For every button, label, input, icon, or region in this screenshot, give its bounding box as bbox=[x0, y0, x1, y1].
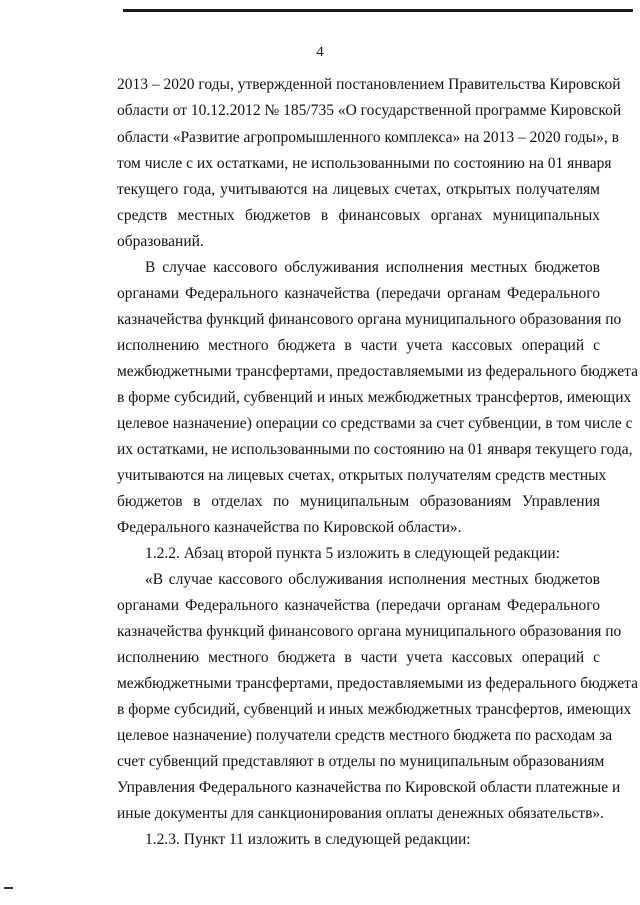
margin-mark bbox=[4, 887, 13, 889]
text-line: целевое назначение) получатели средств местного бюджета по расходам за bbox=[117, 727, 613, 744]
text-line: области от 10.12.2012 № 185/735 «О государственной программе Кировской bbox=[117, 102, 622, 119]
text-line: межбюджетными трансфертами, предоставляемыми из федерального бюджета bbox=[117, 675, 639, 692]
text-line: иные документы для санкционирования оплаты денежных обязательств». bbox=[117, 805, 605, 822]
text-line: межбюджетными трансфертами, предоставляемыми из федерального бюджета bbox=[117, 363, 639, 380]
text-line: Федерального казначейства по Кировской области». bbox=[117, 519, 462, 536]
text-line: учитываются на лицевых счетах, открытых получателям средств местных bbox=[117, 467, 607, 484]
text-line: бюджетов в отделах по муниципальным образованиям Управления bbox=[117, 493, 600, 510]
text-line: казначейства функций финансового органа муниципального образования по bbox=[117, 623, 622, 640]
text-line: образований. bbox=[117, 233, 204, 250]
text-line: исполнению местного бюджета в части учета кассовых операций с bbox=[117, 337, 600, 354]
text-line: счет субвенций представляют в отделы по муниципальным образованиям bbox=[117, 753, 605, 770]
text-line: «В случае кассового обслуживания исполнения местных бюджетов bbox=[145, 571, 600, 588]
text-line: органами Федерального казначейства (передачи органам Федерального bbox=[117, 285, 600, 302]
text-line: казначейства функций финансового органа муниципального образования по bbox=[117, 311, 622, 328]
section-heading: 1.2.2. Абзац второй пункта 5 изложить в следующей редакции: bbox=[145, 545, 560, 562]
text-line: Управления Федерального казначейства по Кировской области платежные и bbox=[117, 779, 621, 796]
text-line: в форме субсидий, субвенций и иных межбюджетных трансфертов, имеющих bbox=[117, 701, 632, 718]
text-line: средств местных бюджетов в финансовых органах муниципальных bbox=[117, 207, 600, 224]
text-line: органами Федерального казначейства (передачи органам Федерального bbox=[117, 597, 600, 614]
text-line: исполнению местного бюджета в части учета кассовых операций с bbox=[117, 649, 600, 666]
text-line: том числе с их остатками, не использованными по состоянию на 01 января bbox=[117, 155, 612, 172]
section-heading: 1.2.3. Пункт 11 изложить в следующей редакции: bbox=[145, 831, 471, 848]
text-line: области «Развитие агропромышленного комплекса» на 2013 – 2020 годы», в bbox=[117, 129, 619, 146]
text-line: текущего года, учитываются на лицевых счетах, открытых получателям bbox=[117, 181, 600, 198]
top-rule bbox=[123, 9, 633, 12]
text-line: В случае кассового обслуживания исполнения местных бюджетов bbox=[145, 259, 600, 276]
text-line: в форме субсидий, субвенций и иных межбюджетных трансфертов, имеющих bbox=[117, 389, 632, 406]
text-line: 2013 – 2020 годы, утвержденной постановлением Правительства Кировской bbox=[117, 76, 621, 93]
text-line: их остатками, не использованными по состоянию на 01 января текущего года, bbox=[117, 441, 633, 458]
page-number: 4 bbox=[316, 44, 324, 60]
text-line: целевое назначение) операции со средствами за счет субвенции, в том числе с bbox=[117, 415, 633, 432]
